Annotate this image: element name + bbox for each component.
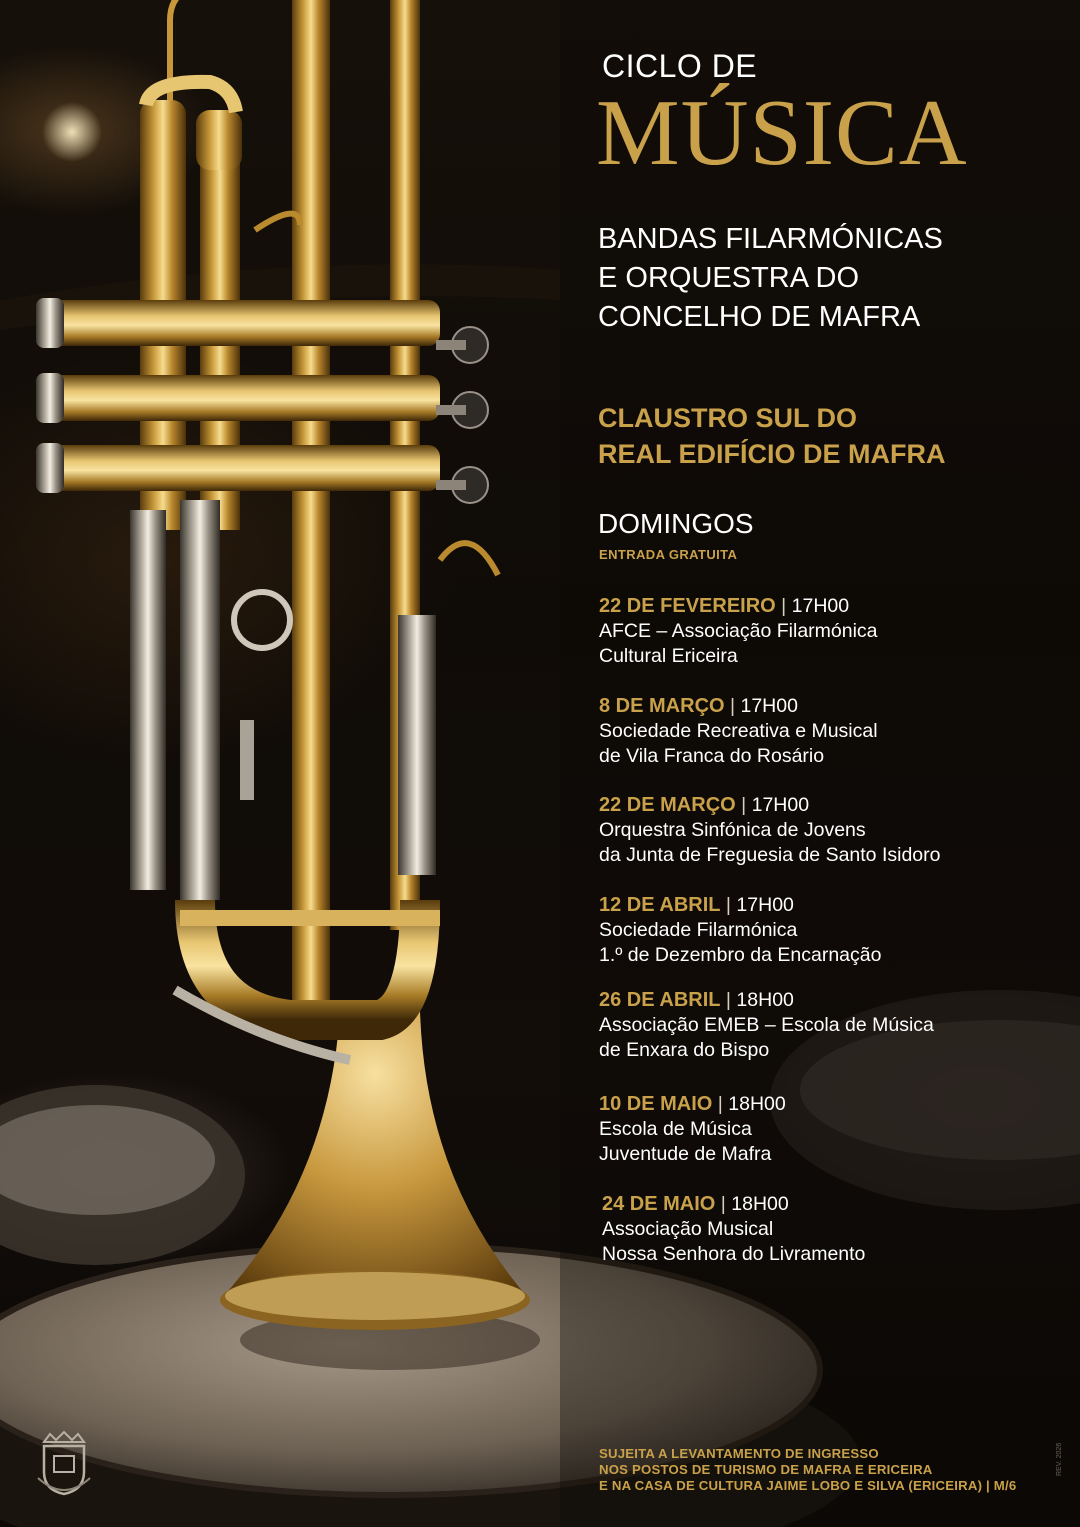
event-performer: 1.º de Dezembro da Encarnação: [599, 944, 882, 966]
footer-line: E NA CASA DE CULTURA JAIME LOBO E SILVA (ERICEIRA) | M/6: [599, 1478, 1017, 1493]
event-date: 24 DE MAIO: [602, 1193, 716, 1215]
municipal-crest-icon: [34, 1428, 94, 1498]
event-date: 10 DE MAIO: [599, 1093, 713, 1115]
event-item: [599, 988, 1069, 1063]
event-separator: |: [724, 695, 741, 717]
event-performer: Nossa Senhora do Livramento: [602, 1243, 866, 1265]
venue: [598, 400, 946, 472]
footer-line: NOS POSTOS DE TURISMO DE MAFRA E ERICEIRA: [599, 1462, 933, 1477]
event-performer: Orquestra Sinfónica de Jovens: [599, 819, 866, 841]
page-title: MÚSICA: [596, 81, 968, 185]
event-performer: de Enxara do Bispo: [599, 1039, 770, 1061]
event-separator: |: [715, 1193, 732, 1215]
event-item: [599, 694, 1069, 769]
event-performer: Sociedade Filarmónica: [599, 919, 798, 941]
event-performer: Associação EMEB – Escola de Música: [599, 1014, 934, 1036]
event-time: 17H00: [751, 794, 810, 816]
event-date: 22 DE FEVEREIRO: [599, 595, 776, 617]
event-separator: |: [712, 1093, 729, 1115]
event-date: 8 DE MARÇO: [599, 695, 725, 717]
admission-note: ENTRADA GRATUITA: [599, 547, 738, 562]
subtitle-line: CONCELHO DE MAFRA: [598, 301, 921, 333]
reference-code: REV. 2026: [1056, 1442, 1063, 1476]
event-performer: AFCE – Associação Filarmónica: [599, 620, 878, 642]
event-performer: Sociedade Recreativa e Musical: [599, 720, 878, 742]
event-separator: |: [720, 894, 737, 916]
event-time: 18H00: [728, 1093, 786, 1115]
event-date: 22 DE MARÇO: [599, 794, 736, 816]
event-time: 17H00: [740, 695, 798, 717]
event-separator: |: [775, 595, 792, 617]
event-performer: de Vila Franca do Rosário: [599, 745, 825, 767]
event-time: 17H00: [791, 595, 850, 617]
schedule-days: DOMINGOS: [598, 508, 754, 539]
event-time: 18H00: [736, 989, 794, 1011]
event-item: [599, 594, 1069, 669]
venue-line: REAL EDIFÍCIO DE MAFRA: [598, 439, 946, 469]
footer-line: SUJEITA A LEVANTAMENTO DE INGRESSO: [599, 1446, 879, 1461]
event-performer: Escola de Música: [599, 1118, 752, 1140]
event-performer: Cultural Ericeira: [599, 645, 738, 667]
event-date: 26 DE ABRIL: [599, 989, 721, 1011]
event-performer: Associação Musical: [602, 1218, 774, 1240]
subtitle-line: BANDAS FILARMÓNICAS: [598, 223, 943, 255]
event-item: [599, 893, 1069, 968]
event-separator: |: [735, 794, 752, 816]
series-label: CICLO DE: [602, 48, 758, 84]
event-time: 17H00: [736, 894, 794, 916]
event-separator: |: [720, 989, 737, 1011]
event-performer: Juventude de Mafra: [599, 1143, 772, 1165]
event-time: 18H00: [731, 1193, 789, 1215]
event-performer: da Junta de Freguesia de Santo Isidoro: [599, 844, 941, 866]
event-item: [602, 1192, 1072, 1267]
event-item: [599, 793, 1069, 868]
event-item: [599, 1092, 1069, 1167]
subtitle: [598, 220, 943, 337]
footer-note: [599, 1446, 1016, 1494]
event-date: 12 DE ABRIL: [599, 894, 721, 916]
subtitle-line: E ORQUESTRA DO: [598, 262, 860, 294]
venue-line: CLAUSTRO SUL DO: [598, 403, 858, 433]
